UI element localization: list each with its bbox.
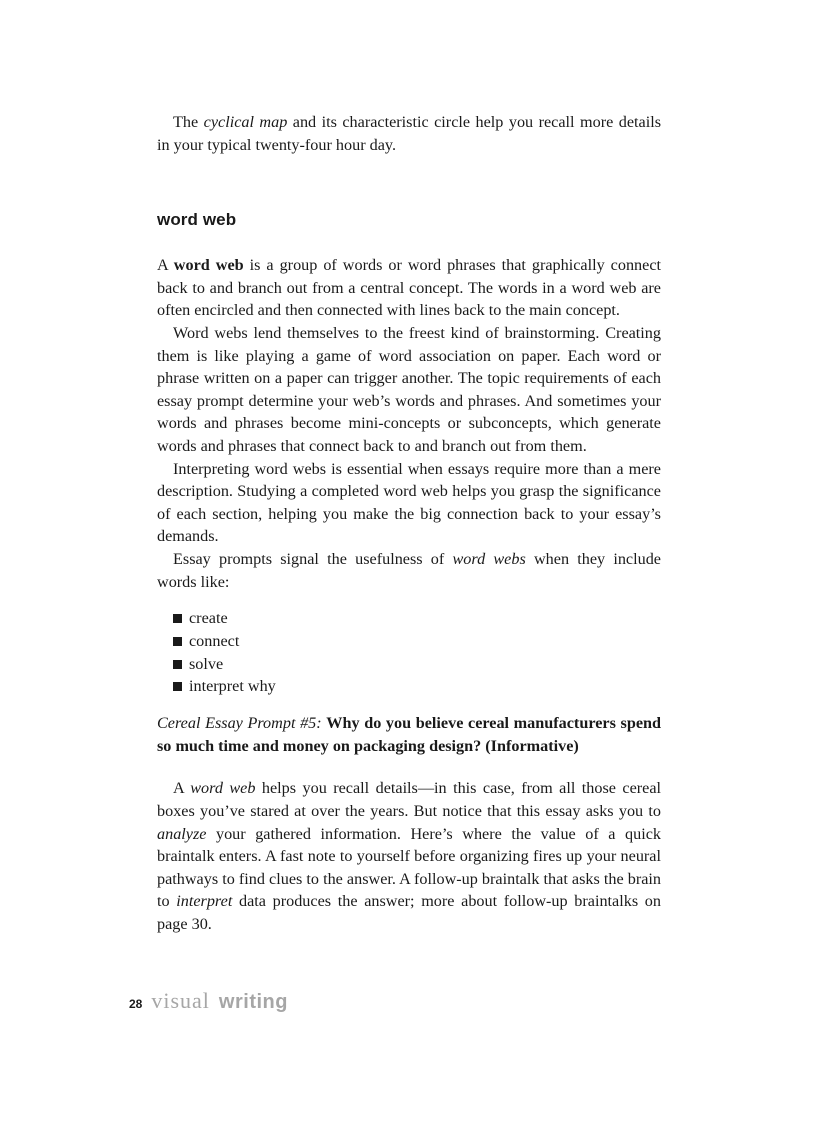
page-footer [129, 988, 288, 1014]
running-title-part1: visual [151, 988, 210, 1013]
definition-paragraph [157, 254, 661, 322]
list-item [173, 607, 661, 630]
list-item-label: solve [189, 654, 224, 673]
essay-prompt-label: Cereal Essay Prompt #5: [157, 714, 322, 733]
definition-term: word web [173, 256, 244, 275]
para5-text-2: helps you recall details—in this case, from all those cereal boxes you’ve stared at over the years. But notice that this essay asks you to [157, 779, 662, 821]
intro-italic-term: cyclical map [203, 113, 288, 131]
definition-text: is a group of words or word phrases that graphically connect back to and branch out from a central concept. The words in a word web are often encircled and then connected with lines back to the main concept. [157, 256, 661, 320]
list-item-label: create [189, 609, 228, 628]
square-bullet-icon [173, 682, 182, 691]
para4-text-rest: when they include words like: [157, 549, 661, 591]
keyword-list [157, 607, 661, 698]
intro-text: The [173, 113, 204, 131]
list-item-label: interpret why [189, 677, 276, 696]
running-title-part2: writing [218, 991, 288, 1013]
body-paragraph-3: Interpreting word webs is essential when essays require more than a mere description. Studying a completed word web helps you grasp the significance of each section, helping you make the big connection back to your essay’s demands. [157, 459, 661, 546]
list-item-label: connect [189, 631, 240, 650]
para5-italic-1: word web [190, 779, 256, 798]
page-number: 28 [129, 997, 143, 1011]
body-paragraph-4 [157, 548, 661, 593]
list-item [173, 653, 661, 676]
body-paragraph-2: Word webs lend themselves to the freest kind of brainstorming. Creating them is like playing a game of word association on paper. Each word or phrase written on a paper can trigger another. The topic requirements of each essay prompt determine your web’s words and phrases. And sometimes your words and phrases become mini-concepts or subconcepts, which generate words and phrases that connect back to and branch out from them. [157, 323, 661, 455]
para5-italic-3: interpret [176, 892, 233, 911]
list-item [173, 675, 661, 698]
definition-lead: A [157, 256, 174, 275]
square-bullet-icon [173, 637, 182, 646]
list-item [173, 630, 661, 653]
essay-prompt [157, 712, 661, 757]
page-body [157, 111, 661, 936]
para4-text: Essay prompts signal the usefulness of [173, 549, 453, 568]
square-bullet-icon [173, 614, 182, 623]
body-paragraph-5 [157, 777, 661, 935]
para5-italic-2: analyze [157, 824, 207, 843]
para5-text-1: A [173, 779, 191, 798]
intro-paragraph [157, 111, 661, 156]
section-heading: word web [157, 210, 237, 230]
essay-prompt-question: Why do you believe cereal manufacturers spend so much time and money on packaging design? (Informative) [157, 714, 662, 755]
para5-text-3: your gathered information. Here’s where the value of a quick braintalk enters. A fast note to yourself before organizing fires up your neural pathways to find clues to the answer. A follow-up braintalk that asks the brain to [157, 824, 661, 911]
para5-text-4: data produces the answer; more about follow-up braintalks on page 30. [157, 892, 661, 934]
square-bullet-icon [173, 660, 182, 669]
intro-text-rest: and its characteristic circle help you recall more details in your typical twenty-four hour day. [157, 113, 661, 154]
para4-italic: word webs [452, 549, 526, 568]
